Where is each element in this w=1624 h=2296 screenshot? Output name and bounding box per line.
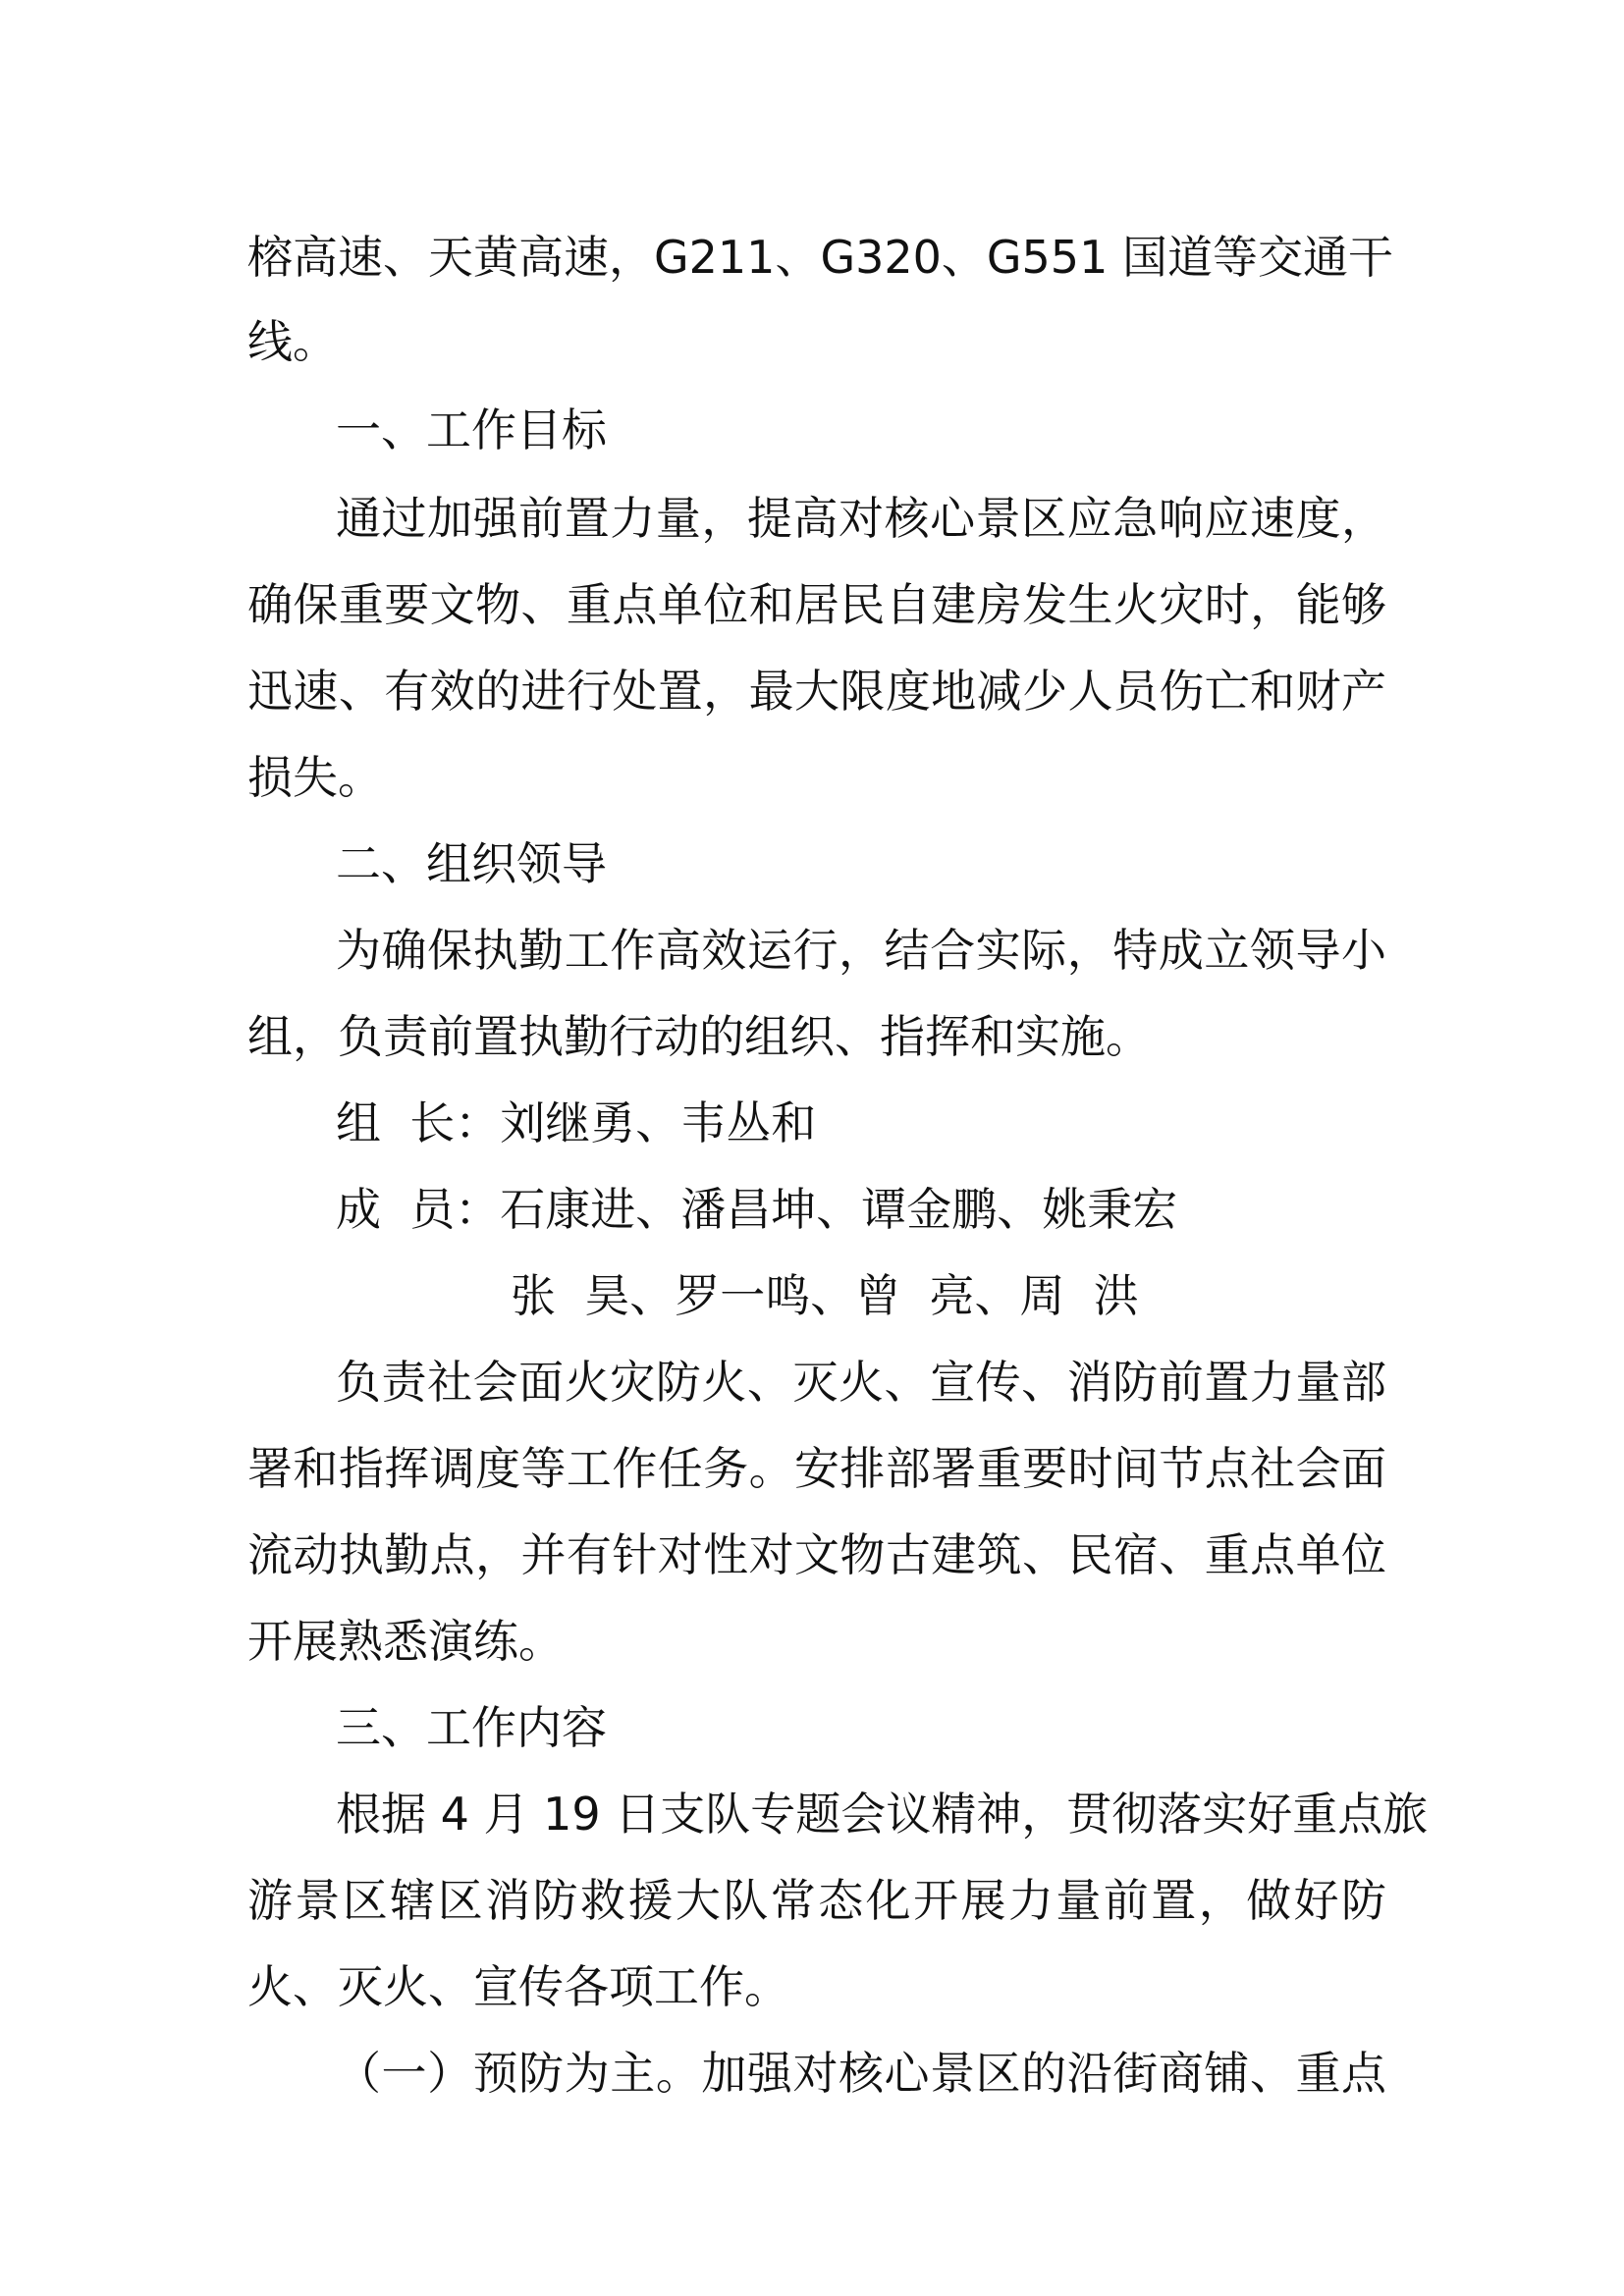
section-heading-leadership: 二、组织领导 [336,837,607,890]
section-heading-goals: 一、工作目标 [336,403,607,456]
paragraph-line: 流动执勤点，并有针对性对文物古建筑、民宿、重点单位 [247,1528,1386,1581]
paragraph-line: 损失。 [247,751,383,804]
paragraph-line: 火、灭火、宣传各项工作。 [247,1960,789,2013]
group-leader-line: 组 长：刘继勇、韦丛和 [336,1096,817,1149]
paragraph-line: 根据 4 月 19 日支队专题会议精神，贯彻落实好重点旅 [336,1788,1429,1841]
paragraph-line: 游景区辖区消防救援大队常态化开展力量前置，做好防 [247,1874,1386,1927]
paragraph-line: 为确保执勤工作高效运行，结合实际，特成立领导小 [336,924,1386,977]
paragraph-line: 组，负责前置执勤行动的组织、指挥和实施。 [247,1010,1151,1063]
paragraph-line: 开展熟悉演练。 [247,1615,564,1668]
paragraph-line: 确保重要文物、重点单位和居民自建房发生火灾时，能够 [247,578,1386,631]
group-members-continued: 张 昊、罗一鸣、曾 亮、周 洪 [511,1269,1139,1322]
subsection-line: （一）预防为主。加强对核心景区的沿街商铺、重点 [336,2047,1386,2100]
paragraph-line: 迅速、有效的进行处置，最大限度地减少人员伤亡和财产 [247,665,1386,718]
paragraph-line: 通过加强前置力量，提高对核心景区应急响应速度， [336,492,1386,545]
paragraph-line: 线。 [247,315,338,368]
paragraph-line: 署和指挥调度等工作任务。安排部署重要时间节点社会面 [247,1442,1386,1495]
paragraph-line: 榕高速、天黄高速，G211、G320、G551 国道等交通干 [247,231,1393,284]
group-members-line: 成 员：石康进、潘昌坤、谭金鹏、姚秉宏 [336,1183,1178,1236]
section-heading-content: 三、工作内容 [336,1701,607,1754]
paragraph-line: 负责社会面火灾防火、灭火、宣传、消防前置力量部 [336,1356,1386,1409]
